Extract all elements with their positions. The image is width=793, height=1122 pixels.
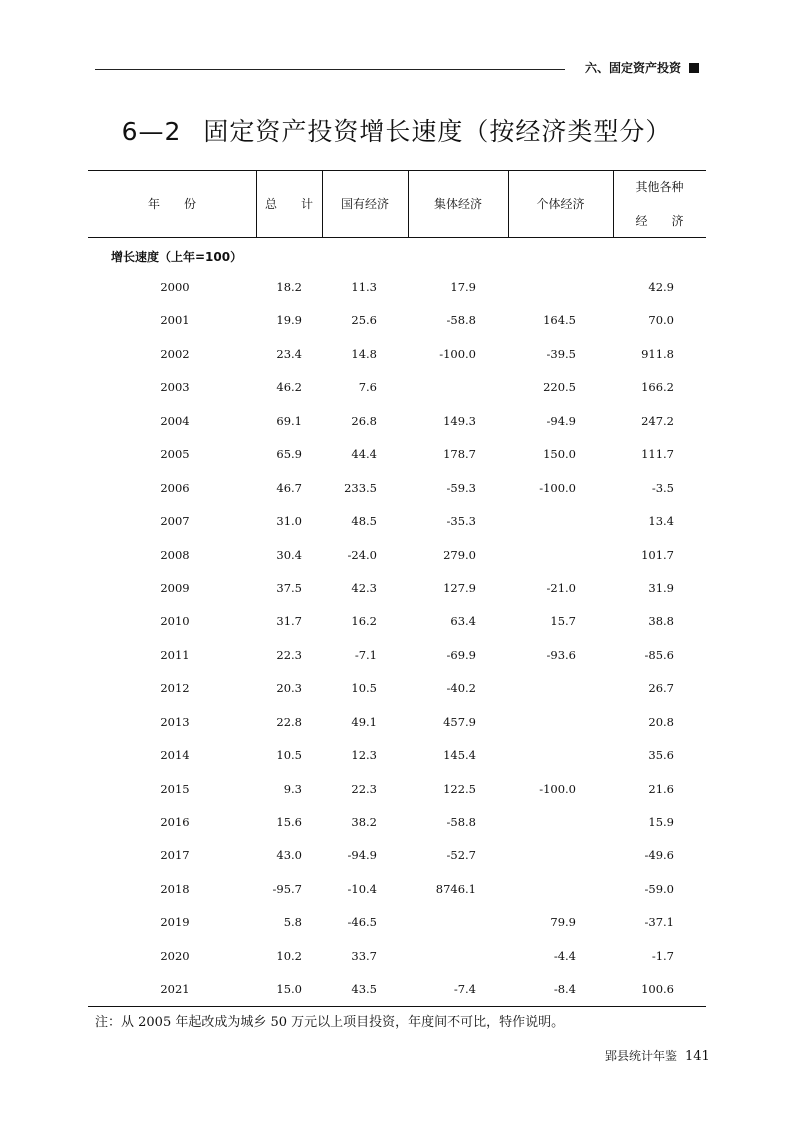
cell-collective: 145.4	[443, 748, 476, 763]
table-title-text: 固定资产投资增长速度（按经济类型分）	[203, 117, 672, 146]
cell-state: 49.1	[351, 714, 377, 729]
cell-state: 16.2	[351, 614, 377, 629]
header-other	[613, 170, 706, 237]
cell-collective: -35.3	[446, 514, 476, 529]
cell-collective: 178.7	[443, 447, 476, 462]
cell-total: 9.3	[283, 781, 302, 796]
cell-state: 48.5	[351, 514, 377, 529]
cell-individual: 150.0	[543, 447, 576, 462]
cell-individual: -100.0	[539, 480, 576, 495]
header-total: 总 计	[264, 197, 313, 211]
table-header-rule	[88, 237, 706, 238]
cell-total: 31.0	[276, 514, 302, 529]
table-row	[0, 438, 793, 471]
cell-year: 2008	[160, 547, 190, 562]
cell-other: 35.6	[648, 748, 674, 763]
table-row	[0, 405, 793, 438]
cell-other: 42.9	[648, 280, 674, 294]
cell-other: 15.9	[648, 815, 674, 829]
cell-collective: -69.9	[446, 647, 476, 662]
cell-state: 42.3	[351, 580, 377, 595]
cell-collective: -40.2	[446, 681, 476, 696]
table-row	[0, 304, 793, 337]
cell-state: 233.5	[344, 480, 377, 495]
cell-year: 2004	[160, 413, 190, 428]
cell-state: 11.3	[351, 280, 377, 294]
cell-state: -10.4	[347, 881, 377, 896]
cell-year: 2010	[160, 614, 190, 629]
cell-collective: -52.7	[446, 848, 476, 863]
cell-total: 46.7	[276, 480, 302, 495]
cell-total: 69.1	[276, 413, 302, 428]
cell-year: 2005	[160, 447, 190, 462]
cell-state: 12.3	[351, 748, 377, 763]
cell-state: 33.7	[351, 948, 377, 963]
table-row	[0, 672, 793, 705]
square-bullet-icon	[689, 63, 699, 73]
cell-year: 2011	[160, 647, 190, 662]
cell-individual: -4.4	[553, 948, 576, 963]
book-title: 郢县统计年鉴	[605, 1049, 678, 1063]
cell-state: -7.1	[354, 647, 377, 662]
header-other-line1: 其他各种	[635, 179, 684, 194]
header-state: 国有经济	[340, 197, 389, 211]
cell-state: 44.4	[351, 447, 377, 462]
cell-total: -95.7	[272, 881, 302, 896]
footnote: 注：从 2005 年起改成为城乡 50 万元以上项目投资，年度间不可比，特作说明。	[95, 1015, 565, 1030]
cell-total: 20.3	[276, 681, 302, 696]
cell-year: 2019	[160, 915, 190, 930]
cell-year: 2000	[160, 280, 190, 294]
cell-other: -59.0	[644, 881, 674, 896]
cell-other: 247.2	[641, 413, 674, 428]
cell-other: 31.9	[648, 580, 674, 595]
cell-total: 5.8	[283, 915, 302, 930]
cell-total: 37.5	[276, 580, 302, 595]
cell-year: 2009	[160, 580, 190, 595]
cell-other: -37.1	[644, 915, 674, 930]
table-row	[0, 773, 793, 806]
cell-other: 70.0	[648, 313, 674, 328]
cell-total: 31.7	[276, 614, 302, 629]
cell-other: 26.7	[648, 681, 674, 696]
cell-state: -94.9	[347, 848, 377, 863]
table-row	[0, 572, 793, 605]
page-footer	[605, 1047, 710, 1064]
cell-year: 2001	[160, 313, 190, 328]
cell-collective: 63.4	[450, 614, 476, 629]
cell-total: 65.9	[276, 447, 302, 462]
cell-total: 19.9	[276, 313, 302, 328]
cell-total: 46.2	[276, 380, 302, 395]
cell-state: 43.5	[351, 982, 377, 997]
cell-other: 100.6	[641, 982, 674, 997]
cell-total: 22.8	[276, 714, 302, 729]
cell-other: -49.6	[644, 848, 674, 863]
table-row	[0, 539, 793, 572]
cell-collective: -100.0	[439, 346, 476, 361]
cell-year: 2018	[160, 881, 190, 896]
cell-individual: -94.9	[546, 413, 576, 428]
cell-individual: -8.4	[553, 982, 576, 997]
cell-year: 2012	[160, 681, 190, 696]
table-row	[0, 739, 793, 772]
cell-other: 21.6	[648, 781, 674, 796]
table-row	[0, 906, 793, 939]
cell-collective: -58.8	[446, 815, 476, 829]
cell-collective: -58.8	[446, 313, 476, 328]
cell-year: 2007	[160, 514, 190, 529]
table-row	[0, 505, 793, 538]
cell-state: -46.5	[347, 915, 377, 930]
cell-collective: 279.0	[443, 547, 476, 562]
cell-state: 26.8	[351, 413, 377, 428]
table-subheading: 增长速度（上年=100）	[111, 250, 243, 264]
cell-total: 15.6	[276, 815, 302, 829]
cell-year: 2017	[160, 848, 190, 863]
cell-collective: 8746.1	[435, 881, 476, 896]
header-collective: 集体经济	[433, 197, 482, 211]
cell-total: 18.2	[276, 280, 302, 294]
cell-collective: -59.3	[446, 480, 476, 495]
section-title: 六、固定资产投资	[585, 61, 682, 75]
cell-collective: 149.3	[443, 413, 476, 428]
cell-other: -1.7	[651, 948, 674, 963]
cell-individual: 79.9	[550, 915, 576, 930]
cell-state: 25.6	[351, 313, 377, 328]
table-row	[0, 706, 793, 739]
cell-state: 7.6	[358, 380, 377, 395]
cell-other: 20.8	[648, 714, 674, 729]
cell-state: 38.2	[351, 815, 377, 829]
table-row	[0, 973, 793, 1006]
cell-year: 2021	[160, 982, 190, 997]
cell-state: 10.5	[351, 681, 377, 696]
cell-other: 101.7	[641, 547, 674, 562]
cell-collective: 457.9	[443, 714, 476, 729]
cell-year: 2020	[160, 948, 190, 963]
cell-year: 2006	[160, 480, 190, 495]
cell-total: 23.4	[276, 346, 302, 361]
cell-other: 911.8	[641, 346, 674, 361]
cell-other: 166.2	[641, 380, 674, 395]
cell-state: 14.8	[351, 346, 377, 361]
cell-individual: -21.0	[546, 580, 576, 595]
table-title	[0, 112, 793, 148]
cell-total: 10.5	[276, 748, 302, 763]
header-other-line2: 经 济	[635, 213, 684, 228]
table-row	[0, 839, 793, 872]
cell-total: 15.0	[276, 982, 302, 997]
cell-year: 2014	[160, 748, 190, 763]
table-row	[0, 472, 793, 505]
cell-individual: 220.5	[543, 380, 576, 395]
table-row	[0, 806, 793, 839]
cell-other: -85.6	[644, 647, 674, 662]
cell-other: 13.4	[648, 514, 674, 529]
cell-other: -3.5	[651, 480, 674, 495]
cell-year: 2002	[160, 346, 190, 361]
cell-collective: 122.5	[443, 781, 476, 796]
cell-year: 2003	[160, 380, 190, 395]
cell-year: 2015	[160, 781, 190, 796]
cell-individual: -93.6	[546, 647, 576, 662]
cell-collective: 127.9	[443, 580, 476, 595]
table-row	[0, 338, 793, 371]
cell-individual: -100.0	[539, 781, 576, 796]
cell-year: 2016	[160, 815, 190, 829]
table-body	[0, 271, 793, 1007]
header-individual: 个体经济	[536, 197, 585, 211]
cell-year: 2013	[160, 714, 190, 729]
table-row	[0, 371, 793, 404]
header-rule	[95, 69, 565, 70]
header-year: 年 份	[147, 197, 196, 211]
cell-state: 22.3	[351, 781, 377, 796]
table-row	[0, 873, 793, 906]
cell-collective: -7.4	[453, 982, 476, 997]
cell-individual: 15.7	[550, 614, 576, 629]
cell-individual: 164.5	[543, 313, 576, 328]
cell-other: 111.7	[641, 447, 674, 462]
cell-collective: 17.9	[450, 280, 476, 294]
table-row	[0, 639, 793, 672]
table-row	[0, 940, 793, 973]
cell-state: -24.0	[347, 547, 377, 562]
cell-other: 38.8	[648, 614, 674, 629]
cell-total: 30.4	[276, 547, 302, 562]
cell-total: 43.0	[276, 848, 302, 863]
cell-individual: -39.5	[546, 346, 576, 361]
table-row	[0, 271, 793, 304]
running-header	[585, 59, 699, 76]
table-row	[0, 605, 793, 638]
page-number: 141	[685, 1049, 710, 1064]
cell-total: 10.2	[276, 948, 302, 963]
cell-total: 22.3	[276, 647, 302, 662]
table-number: 6—2	[121, 117, 182, 146]
